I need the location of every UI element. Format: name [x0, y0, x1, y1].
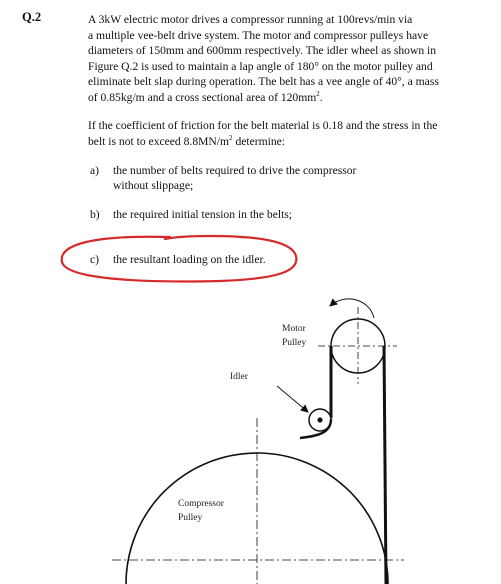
conditions-text: belt is not to exceed 8.8MN/m [88, 134, 230, 148]
part-text-line: the number of belts required to drive the compressor [113, 164, 357, 177]
part-label: c) [90, 253, 100, 266]
motor-pulley-label: Pulley [282, 338, 307, 348]
part-label: b) [90, 208, 100, 221]
part-label: a) [90, 164, 100, 177]
belt-right-span [384, 346, 386, 584]
statement-line: Figure Q.2 is used to maintain a lap angle of 180° on the motor pulley and [88, 59, 433, 73]
superscript: 2 [229, 133, 233, 142]
part-text: the resultant loading on the idler. [113, 253, 266, 266]
conditions-text: determine: [232, 134, 286, 148]
part-text-line: without slippage; [113, 179, 194, 193]
statement-text: . [319, 90, 323, 104]
statement-text: of 0.85kg/m and a cross sectional area of 120mm [88, 90, 317, 104]
statement-line: A 3kW electric motor drives a compressor running at 100revs/min via [88, 13, 413, 26]
idler-center [317, 417, 322, 422]
statement-line: a multiple vee-belt drive system. The motor and compressor pulleys have [88, 28, 429, 42]
compressor-pulley-label: Compressor [178, 499, 224, 509]
statement-line: diameters of 150mm and 600mm respectively. The idler wheel as shown in [88, 44, 437, 58]
motor-pulley-label: Motor [282, 324, 306, 334]
idler-leader-arrow [277, 386, 308, 412]
compressor-pulley-label: Pulley [178, 513, 203, 523]
highlight-ellipse [62, 236, 297, 281]
question-number: Q.2 [22, 10, 42, 24]
part-text: the required initial tension in the belts; [113, 208, 293, 221]
statement-line: eliminate belt slap during operation. The belt has a vee angle of 40°, a mass [88, 75, 439, 89]
rotation-arrow-icon [330, 299, 374, 318]
conditions-line: If the coefficient of friction for the belt material is 0.18 and the stress in the [88, 119, 438, 132]
idler-label: Idler [230, 372, 248, 382]
superscript: 2 [316, 90, 320, 99]
